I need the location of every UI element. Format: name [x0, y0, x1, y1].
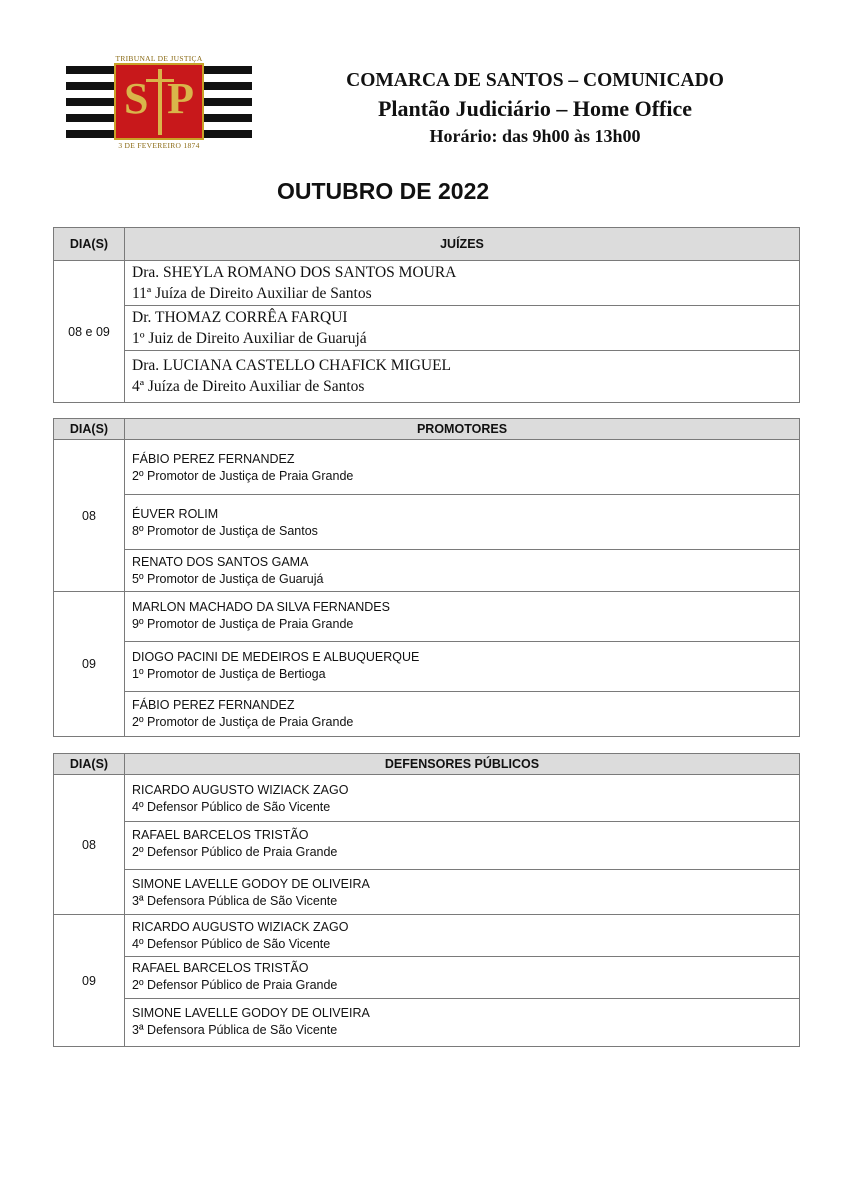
logo-top-text: TRIBUNAL DE JUSTIÇA	[115, 54, 203, 63]
person-role: 1º Promotor de Justiça de Bertioga	[132, 667, 326, 681]
table-row	[54, 592, 800, 642]
person-role: 8º Promotor de Justiça de Santos	[132, 524, 318, 538]
person-name: RICARDO AUGUSTO WIZIACK ZAGO	[132, 920, 349, 934]
month-title: OUTUBRO DE 2022	[277, 178, 490, 204]
person-name: RAFAEL BARCELOS TRISTÃO	[132, 828, 309, 842]
person-role: 2º Defensor Público de Praia Grande	[132, 845, 338, 859]
defenders-col-main: DEFENSORES PÚBLICOS	[125, 754, 800, 775]
table-row	[54, 306, 800, 351]
judges-col-main: JUÍZES	[125, 228, 800, 261]
table-row	[54, 440, 800, 495]
person-name: Dra. SHEYLA ROMANO DOS SANTOS MOURA	[132, 264, 457, 281]
person-name: FÁBIO PEREZ FERNANDEZ	[132, 452, 295, 466]
person-role: 2º Promotor de Justiça de Praia Grande	[132, 715, 354, 729]
person-role: 4ª Juíza de Direito Auxiliar de Santos	[132, 378, 365, 395]
person-role: 4º Defensor Público de São Vicente	[132, 937, 331, 951]
person-role: 3ª Defensora Pública de São Vicente	[132, 894, 338, 908]
person-name: SIMONE LAVELLE GODOY DE OLIVEIRA	[132, 877, 370, 891]
day-cell: 09	[54, 915, 125, 1047]
person-cell	[125, 775, 800, 822]
person-cell	[125, 261, 800, 306]
person-role: 2º Promotor de Justiça de Praia Grande	[132, 469, 354, 483]
judges-col-days: DIA(S)	[54, 228, 125, 261]
person-name: RICARDO AUGUSTO WIZIACK ZAGO	[132, 783, 349, 797]
person-name: RAFAEL BARCELOS TRISTÃO	[132, 961, 309, 975]
logo-bottom-text: 3 DE FEVEREIRO 1874	[118, 141, 200, 150]
person-role: 4º Defensor Público de São Vicente	[132, 800, 331, 814]
person-name: MARLON MACHADO DA SILVA FERNANDES	[132, 600, 390, 614]
tribunal-logo	[66, 54, 252, 154]
person-name: RENATO DOS SANTOS GAMA	[132, 555, 309, 569]
person-role: 5º Promotor de Justiça de Guarujá	[132, 572, 324, 586]
table-row	[54, 870, 800, 915]
table-row	[54, 999, 800, 1047]
day-cell: 09	[54, 592, 125, 737]
person-cell	[125, 870, 800, 915]
header-hours: Horário: das 9h00 às 13h00	[429, 126, 641, 146]
table-row	[54, 775, 800, 822]
person-cell	[125, 306, 800, 351]
judges-table	[53, 227, 800, 403]
person-cell	[125, 822, 800, 870]
person-cell	[125, 440, 800, 495]
person-cell	[125, 550, 800, 592]
table-row	[54, 822, 800, 870]
day-cell: 08 e 09	[54, 261, 125, 403]
person-name: FÁBIO PEREZ FERNANDEZ	[132, 698, 295, 712]
table-row	[54, 495, 800, 550]
header-subtitle: Plantão Judiciário – Home Office	[377, 96, 693, 121]
person-cell	[125, 495, 800, 550]
person-cell	[125, 351, 800, 403]
person-cell	[125, 957, 800, 999]
table-row	[54, 351, 800, 403]
table-row	[54, 692, 800, 737]
person-cell	[125, 642, 800, 692]
person-role: 1º Juiz de Direito Auxiliar de Guarujá	[132, 330, 367, 347]
person-cell	[125, 592, 800, 642]
logo-letter-p: P	[167, 74, 194, 123]
day-cell: 08	[54, 440, 125, 592]
defenders-col-days: DIA(S)	[54, 754, 125, 775]
person-cell	[125, 999, 800, 1047]
person-role: 2º Defensor Público de Praia Grande	[132, 978, 338, 992]
person-name: ÉUVER ROLIM	[132, 507, 219, 521]
table-row	[54, 915, 800, 957]
logo-letter-s: S	[124, 74, 149, 123]
table-row	[54, 957, 800, 999]
person-role: 11ª Juíza de Direito Auxiliar de Santos	[132, 285, 372, 302]
defenders-table	[53, 753, 800, 1047]
table-row	[54, 642, 800, 692]
person-name: Dra. LUCIANA CASTELLO CHAFICK MIGUEL	[132, 357, 452, 374]
person-role: 3ª Defensora Pública de São Vicente	[132, 1023, 338, 1037]
header-title: COMARCA DE SANTOS – COMUNICADO	[346, 70, 724, 91]
person-name: Dr. THOMAZ CORRÊA FARQUI	[132, 309, 348, 326]
prosecutors-col-days: DIA(S)	[54, 419, 125, 440]
person-cell	[125, 692, 800, 737]
table-row	[54, 261, 800, 306]
prosecutors-table	[53, 418, 800, 737]
prosecutors-col-main: PROMOTORES	[125, 419, 800, 440]
day-cell: 08	[54, 775, 125, 915]
table-row	[54, 550, 800, 592]
person-name: SIMONE LAVELLE GODOY DE OLIVEIRA	[132, 1006, 370, 1020]
person-role: 9º Promotor de Justiça de Praia Grande	[132, 617, 354, 631]
person-cell	[125, 915, 800, 957]
logo-shield	[114, 63, 204, 140]
person-name: DIOGO PACINI DE MEDEIROS E ALBUQUERQUE	[132, 650, 420, 664]
